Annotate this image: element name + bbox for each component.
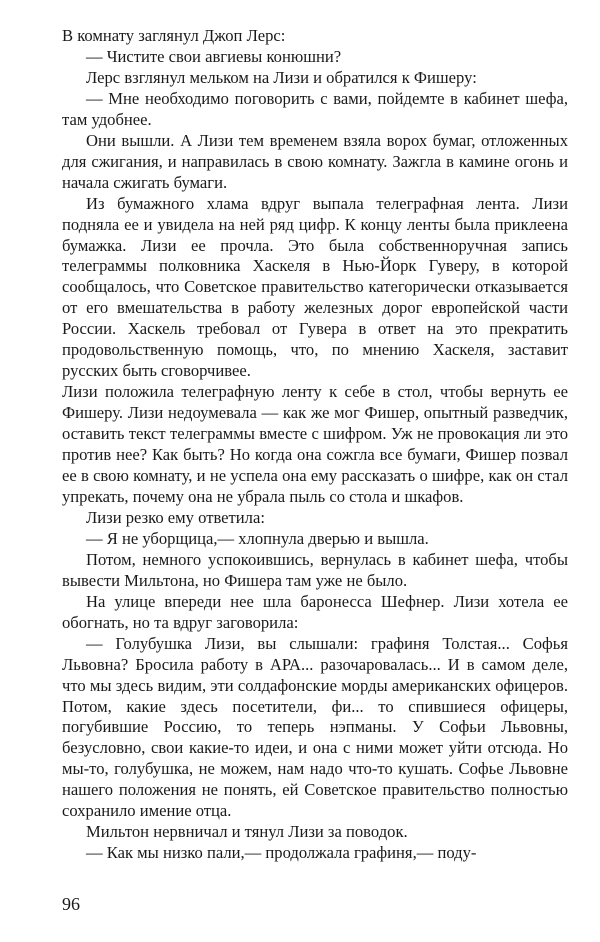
paragraph: Лизи резко ему ответила: xyxy=(86,507,265,527)
paragraph: Лерс взглянул мельком на Лизи и обратился к Фишеру: xyxy=(86,67,477,87)
paragraph: Они вышли. А Лизи тем временем взяла ворох бумаг, отложенных для сжигания, и направилась в свою комнату. Зажгла в камине огонь и начала сжигать бумаги. xyxy=(62,130,568,192)
paragraph: — Чистите свои авгиевы конюшни? xyxy=(86,46,342,66)
paragraph: Мильтон нервничал и тянул Лизи за поводок. xyxy=(86,822,408,842)
page-number: 96 xyxy=(62,894,80,914)
body-text xyxy=(62,26,568,864)
paragraph: — Мне необходимо поговорить с вами, пойдемте в кабинет шефа, там удобнее. xyxy=(62,88,568,129)
paragraph: — Как мы низко пали,— продолжала графиня,— поду- xyxy=(86,843,477,863)
paragraph: — Голубушка Лизи, вы слышали: графиня Толстая... Софья Львовна? Бросила работу в АРА... разочаровалась... И в самом деле, что мы здесь видим, эти солдафонские морды американских офицеров. Потом, какие здесь посетители, фи... то спившиеся офицеры, погубившие Россию, то теперь нэпманы. У Софьи Львовны, безусловно, свои какие-то идеи, и она с ними может уйти отсюда. Но мы-то, голубушка, не можем, нам надо что-то кушать. Софье Львовне нашего положения не понять, ей Советское правительство полностью сохранило имение отца. xyxy=(62,633,568,821)
paragraph: — Я не уборщица,— хлопнула дверью и вышла. xyxy=(86,528,429,548)
paragraph: Потом, немного успокоившись, вернулась в кабинет шефа, чтобы вывести Мильтона, но Фишера там уже не было. xyxy=(62,549,568,590)
paragraph: Из бумажного хлама вдруг выпала телеграфная лента. Лизи подняла ее и увидела на ней ряд цифр. К концу ленты была приклеена бумажка. Лизи ее прочла. Это была собственноручная запись телеграммы полковника Хаскеля в Нью-Йорк Гуверу, в которой сообщалось, что Советское правительство категорически отказывается от его вмешательства в работу железных дорог европейской части России. Хаскель требовал от Гувера в ответ на это прекратить продовольственную помощь, что, по мнению Хаскеля, заставит русских быть сговорчивее. xyxy=(62,193,568,381)
paragraph: Лизи положила телеграфную ленту к себе в стол, чтобы вернуть ее Фишеру. Лизи недоумевала — как же мог Фишер, опытный разведчик, оставить текст телеграммы вместе с шифром. Уж не провокация ли это против нее? Как быть? Но когда она сожгла все бумаги, Фишер позвал ее в свою комнату, и не успела она ему рассказать о шифре, как он стал упрекать, почему она не убрала пыль со стола и шкафов. xyxy=(62,382,568,506)
paragraph: На улице впереди нее шла баронесса Шефнер. Лизи хотела ее обогнать, но та вдруг заговорила: xyxy=(62,591,568,632)
paragraph: В комнату заглянул Джоп Лерс: xyxy=(62,26,286,45)
